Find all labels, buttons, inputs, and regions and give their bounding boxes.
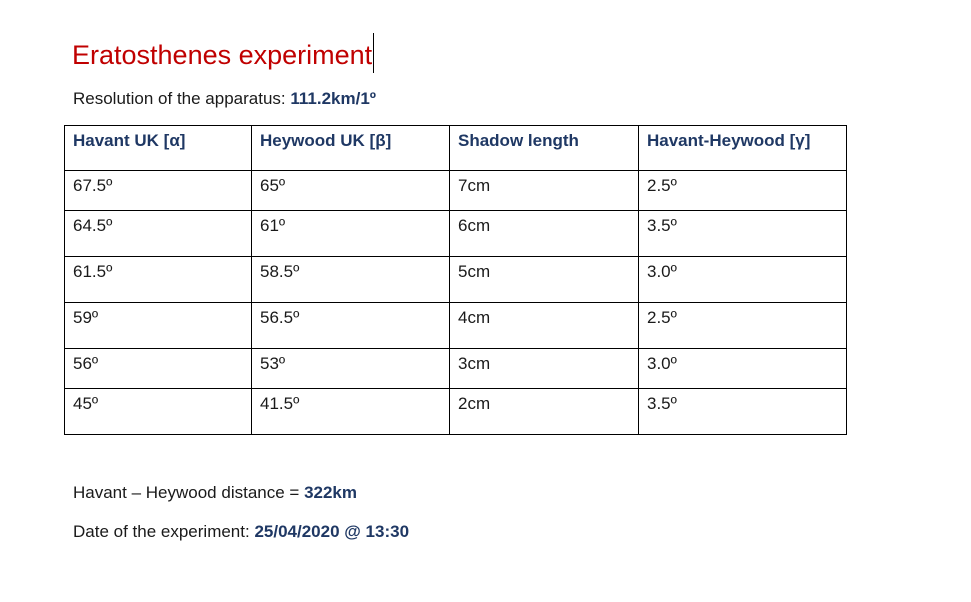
table-header-cell: Heywood UK [β] <box>252 126 450 171</box>
table-cell: 41.5º <box>252 389 450 435</box>
resolution-line <box>73 88 376 110</box>
table-cell: 56º <box>65 349 252 389</box>
distance-label: Havant – Heywood distance = <box>73 483 305 502</box>
table-cell: 61.5º <box>65 257 252 303</box>
table-cell: 61º <box>252 211 450 257</box>
table-cell: 3cm <box>450 349 639 389</box>
table-cell: 45º <box>65 389 252 435</box>
table-cell: 53º <box>252 349 450 389</box>
document-title-text: Eratosthenes experiment <box>72 40 373 70</box>
table-cell: 6cm <box>450 211 639 257</box>
table-cell: 4cm <box>450 303 639 349</box>
resolution-label: Resolution of the apparatus: <box>73 89 291 108</box>
table-cell: 7cm <box>450 171 639 211</box>
table-cell: 56.5º <box>252 303 450 349</box>
table-cell: 65º <box>252 171 450 211</box>
table-cell: 3.5º <box>639 211 847 257</box>
date-line <box>73 521 409 543</box>
distance-value: 322km <box>304 483 357 502</box>
table-cell: 67.5º <box>65 171 252 211</box>
table-cell: 59º <box>65 303 252 349</box>
table-cell: 3.5º <box>639 389 847 435</box>
table-header-cell: Havant UK [α] <box>65 126 252 171</box>
table-cell: 5cm <box>450 257 639 303</box>
resolution-value: 111.2km/1º <box>290 89 376 108</box>
text-cursor <box>373 33 374 73</box>
table-row <box>65 349 847 389</box>
measurements-table <box>64 125 847 435</box>
date-value: 25/04/2020 @ 13:30 <box>254 522 410 541</box>
table-cell: 64.5º <box>65 211 252 257</box>
table-cell: 3.0º <box>639 349 847 389</box>
table-cell: 3.0º <box>639 257 847 303</box>
table-cell: 58.5º <box>252 257 450 303</box>
table-header-cell: Shadow length <box>450 126 639 171</box>
table-cell: 2.5º <box>639 303 847 349</box>
table-header-cell: Havant-Heywood [γ] <box>639 126 847 171</box>
table-row <box>65 389 847 435</box>
date-label: Date of the experiment: <box>73 522 255 541</box>
table-row <box>65 171 847 211</box>
table-cell: 2.5º <box>639 171 847 211</box>
table-header-row <box>65 126 847 171</box>
table-row <box>65 303 847 349</box>
table-cell: 2cm <box>450 389 639 435</box>
document-title <box>72 33 374 73</box>
table-row <box>65 257 847 303</box>
distance-line <box>73 482 357 504</box>
table-row <box>65 211 847 257</box>
